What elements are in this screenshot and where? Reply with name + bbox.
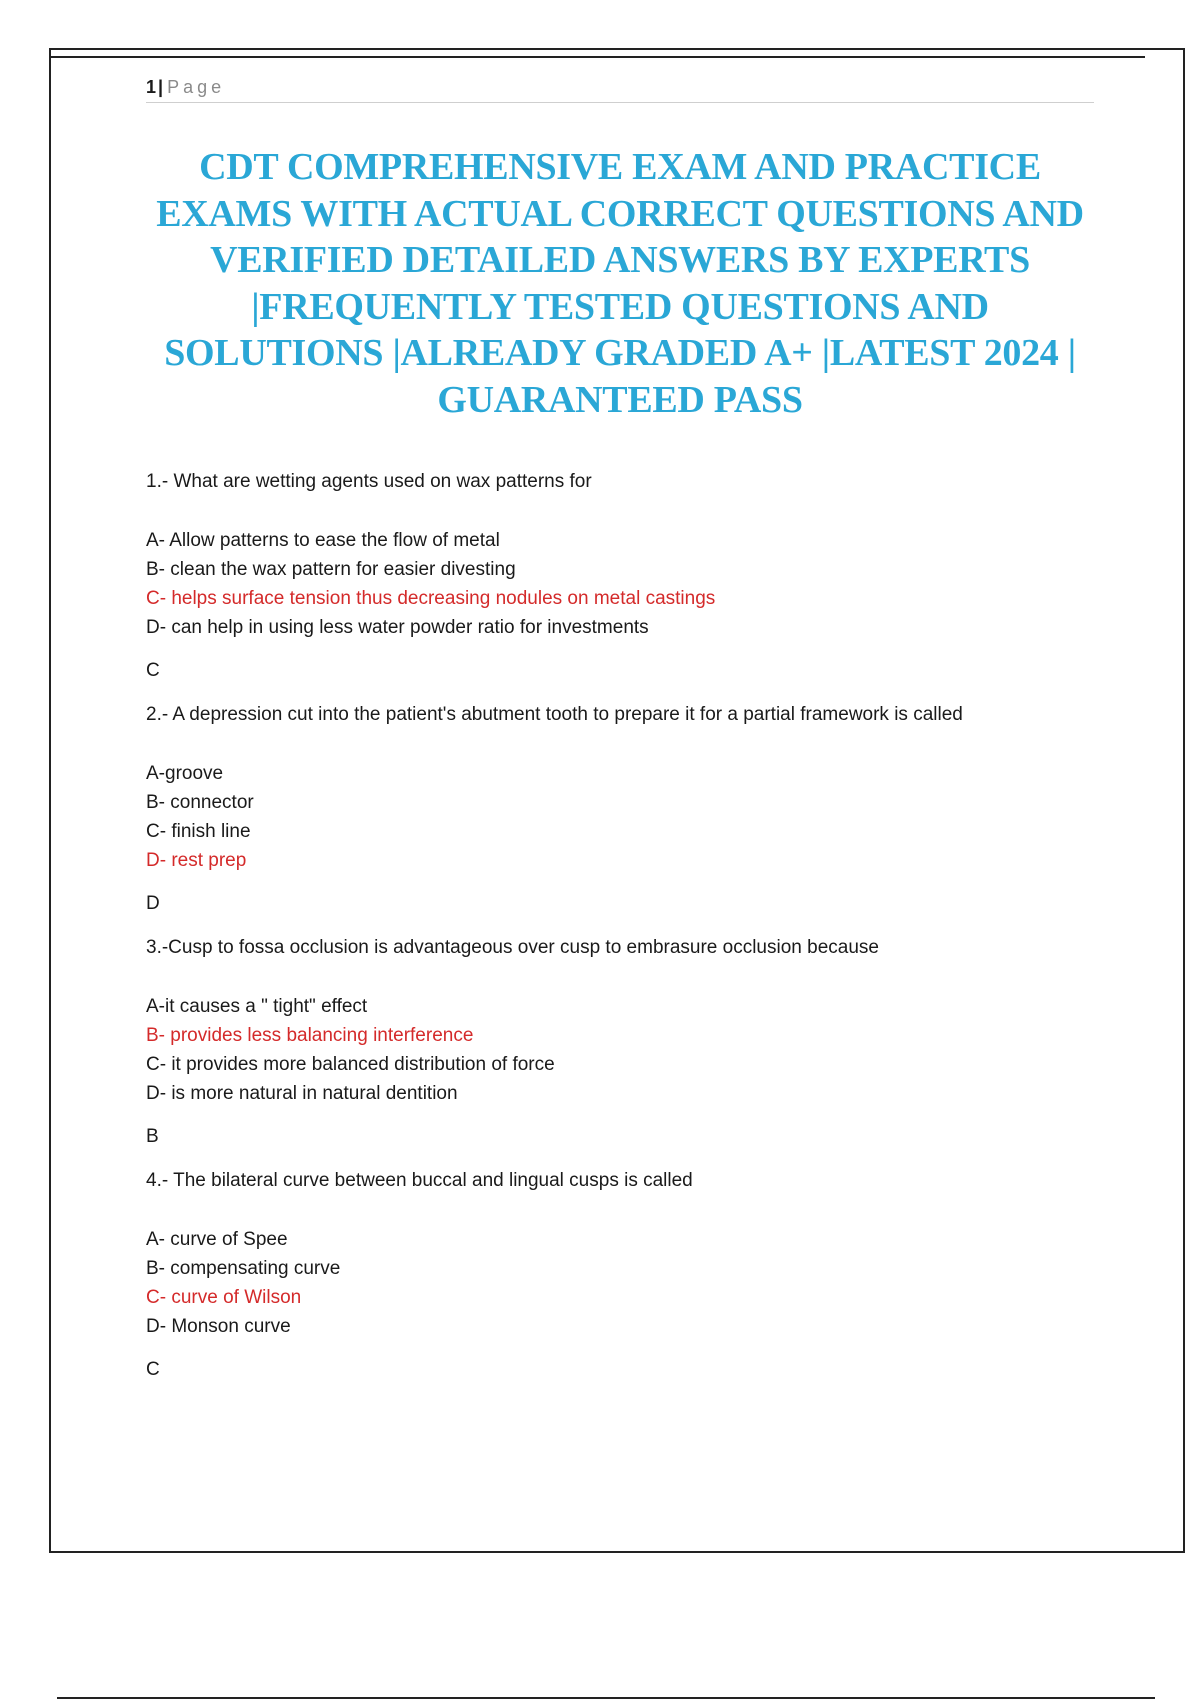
option-c: C- it provides more balanced distribution of force — [146, 1054, 555, 1075]
option-a: A- curve of Spee — [146, 1229, 288, 1250]
bottom-rule — [57, 1697, 1155, 1699]
option-d: D- can help in using less water powder ratio for investments — [146, 617, 649, 638]
option-b: B- clean the wax pattern for easier divesting — [146, 559, 516, 580]
answer-key: C — [146, 660, 160, 681]
question-1 — [146, 468, 1106, 685]
answer-key: D — [146, 893, 160, 914]
answer-key: C — [146, 1359, 160, 1380]
page-separator: | — [158, 77, 164, 97]
question-list — [146, 468, 1106, 1400]
question-stem: 1.- What are wetting agents used on wax patterns for — [146, 471, 592, 492]
option-b: B- provides less balancing interference — [146, 1025, 474, 1046]
page-frame — [49, 48, 1185, 1553]
option-c: C- finish line — [146, 821, 251, 842]
option-c: C- curve of Wilson — [146, 1287, 302, 1308]
option-b: B- connector — [146, 792, 254, 813]
question-4 — [146, 1167, 1106, 1384]
question-2 — [146, 701, 1106, 918]
option-a: A-it causes a " tight" effect — [146, 996, 368, 1017]
header-rule — [51, 56, 1145, 58]
question-3 — [146, 934, 1106, 1151]
option-c: C- helps surface tension thus decreasing nodules on metal castings — [146, 588, 716, 609]
option-a: A-groove — [146, 763, 224, 784]
option-a: A- Allow patterns to ease the flow of metal — [146, 530, 500, 551]
document-title: CDT COMPREHENSIVE EXAM AND PRACTICE EXAMS WITH ACTUAL CORRECT QUESTIONS AND VERIFIED DETAILED ANSWERS BY EXPERTS |FREQUENTLY TESTED QUESTIONS AND SOLUTIONS |ALREADY GRADED A+ |LATEST 2024 | GUARANTEED PASS — [156, 146, 1084, 421]
question-stem: 4.- The bilateral curve between buccal and lingual cusps is called — [146, 1170, 693, 1191]
page-header — [146, 74, 1094, 103]
option-d: D- is more natural in natural dentition — [146, 1083, 458, 1104]
option-d: D- Monson curve — [146, 1316, 291, 1337]
page-label: Page — [167, 77, 226, 97]
question-stem: 2.- A depression cut into the patient's abutment tooth to prepare it for a partial framework is called — [146, 704, 963, 725]
page-number: 1 — [146, 77, 157, 97]
option-d: D- rest prep — [146, 850, 247, 871]
answer-key: B — [146, 1126, 159, 1147]
option-b: B- compensating curve — [146, 1258, 341, 1279]
question-stem: 3.-Cusp to fossa occlusion is advantageous over cusp to embrasure occlusion because — [146, 937, 879, 958]
